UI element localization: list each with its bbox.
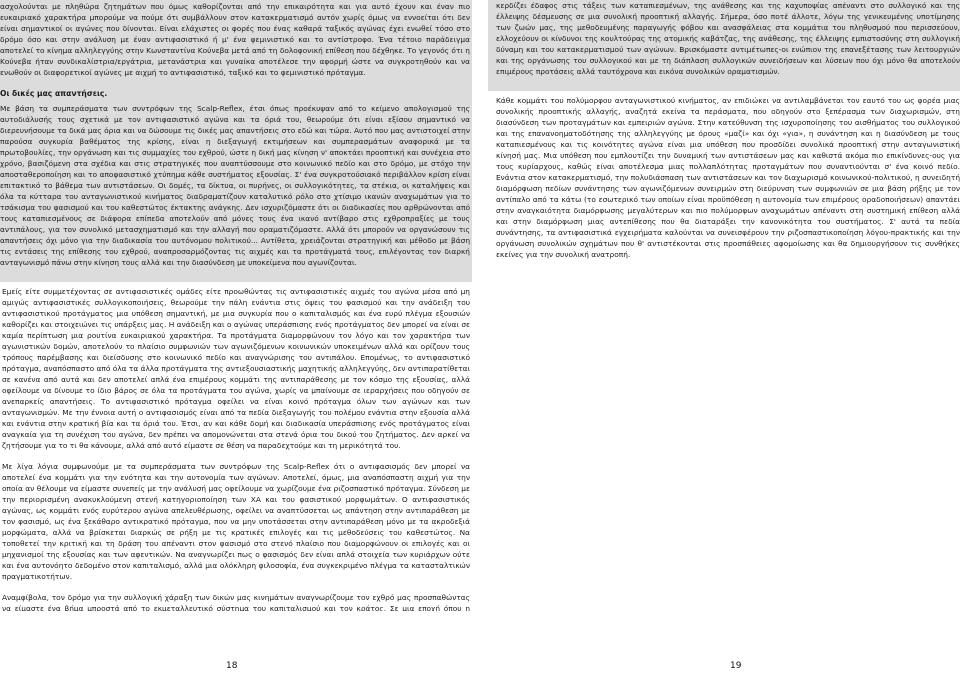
right-shaded-section [488,0,960,91]
left-body-paragraph-1: Εμείς είτε συμμετέχοντας σε αντιφασιστικές ομάδες είτε προωθώντας τις αντιφασιστικές αιχμές του αγώνα μέσα από μη αμιγώς αντιφασιστικές συλλογικοποιήσεις, θεωρούμε την πάλη ενάντια στις όψεις του φασισμού και την ανάδειξη του αντιφασιστικού προτάγματος μια υπόθεση σημαντική, με μια συγκυρία που ο καπιταλισμός και ένα ευρύ πλέγμα εξουσιών καθορίζει και στοιχειώνει τις υπάρξεις μας. Η ανάδειξη και ο αγώνας υπεράσπισης ενός προτάγματος δεν μπορεί να είναι σε καμία περίπτωση μια ρουτίνα ευκαιριακού χαρακτήρα. Τα προτάγματα διαμορφώνουν τον λόγο και τον χαρακτήρα των αγωνιστικών δομών, αποτελούν το πλαίσιο συμφωνιών των αγωνιζόμενων κοινωνικών υποκειμένων αλλά και ορίζουν τους τρόπους παρέμβασης και διείσδυσης στο κοινωνικό πεδίο και αναγνώρισης του αντιπάλου. Επομένως, το αντιφασιστικό πρόταγμα, αναπόσπαστο από όλα τα άλλα προτάγματα της αντιεξουσιαστικής μαχητικής αλληλεγγύης, δεν αντιπαρατίθεται σε κανένα από αυτά και δεν αποτελεί απλά ένα επιμέρους κομμάτι της αντιπαράθεσης με τον κόσμο της εξουσίας, αλλά οφείλουμε να δίνουμε το ίδιο βάρος σε όλα τα προτάγματα του αγώνα, χωρίς να μπαίνουμε σε ιεραρχήσεις που οδηγούν σε ανεπαρκείς απαντήσεις. Το αντιφασιστικό πρόταγμα οφείλει να είναι κοινό πρόταγμα όλων των αγώνων και των ανταγωνισμών. Με την έννοια αυτή ο αντιφασισμός είναι από τα πεδία διεξαγωγής του πολέμου ενάντια στην εξουσία αλλά και ενάντια στην κρατική βία και τα όριά του. Έτσι, αν και κάθε δομή και διαδικασία υπεράσπισης ενός προτάγματος είναι αναγκαία για τη συνέχιση του αγώνα, δεν πρέπει να απομονώνεται στα στενά όρια του δικού του ζητήματος. Δεν αρκεί να ζητήσουμε για το τι θα κάνουμε, αλλά από αυτό είμαστε σε θέση να παραδεχτούμε και τη μερικότητά του. [2,287,470,450]
page-number-left: 18 [226,661,238,671]
section-heading: Οι δικές μας απαντήσεις. [0,89,108,98]
right-body-section [488,91,960,260]
left-shaded-paragraph-2: Με βάση τα συμπεράσματα των συντρόφων της Scalp-Reflex, έτσι όπως προέκυψαν από το κείμενο απολογισμού της αυτοδιάλυσής τους σχετικά με τον αντιφασιστικό αγώνα και τα όριά του, θεωρούμε ότι είναι εξίσου σημαντικό να διερευνήσουμε τα δικά μας όρια και να δώσουμε τις δικές μας απαντήσεις στο εδώ και τώρα. Αυτό που μας αντιστοιχεί στην παρούσα συγκυρία βαθέματος της κρίσης, είναι η διεξαγωγή εκτιμήσεων και συμπερασμάτων αναφορικά με τα πρωτοβουλίες, την οργάνωση και τις συμμαχίες του εχθρού, ώστε η δική μας κίνηση ν' αποκτάει προοπτική και συνέχεια στο χρόνο, βασιζόμενη στα σχέδια και στις στρατηγικές που αναπτύσσουμε στο κοινωνικό πεδίο και στο δρόμο, με στόχο την αποσταθεροποίηση και το αποφασιστικό χτύπημα κάθε συστήματος εξουσίας. Σ' ένα συγκροτούσιακό περιβάλλον κρίση είναι επιτακτικό το βάθεμα των αντιστάσεων. Οι δομές, τα δίκτυα, οι πυρήνες, οι συλλογικότητες, τα στέκια, οι καταλήψεις και όλα τα κύτταρα του ανταγωνιστικού κινήματος διαδραματίζουν καταλυτικό ρόλο στο χτίσιμο ικανών αναχωμάτων για το τσάκισμα του φασισμού και του καθεστώτος έκτακτης ανάγκης. Δεν ισχυριζόμαστε ότι οι διαδικασίες που αρθρώνονται από τους καταπιεσμένους σε διάφορα επίπεδα αποτελούν από μόνες τους ένα ικανό αντίβαρο στις εχθροπραξίες με τους αντιπάλους, για τον συνολικό μετασχηματισμό και την αλλαγή που οραματιζόμαστε. Αλλά ότι μπορούν να οργανώσουν τις απαντήσεις όχι μόνο για την διαδικασία του αυτόνομου πολιτικού... Αντίθετα, χρειάζονται στρατηγική και μέθοδο με βάση τις εντάσεις της επίθεσης του εχθρού, αναπροσαρμόζοντας τις αιχμές και τα προτάγματά τους, επιλέγοντας τον διαρκή ανταγωνισμό πάνω στην κίνηση τους αλλά και την διασύνδεση με υποκείμενα που αγωνίζονται. [0,104,470,267]
right-body-paragraph-1: Κάθε κομμάτι του πολύμορφου ανταγωνιστικού κινήματος, αν επιδιώκει να αντιλαμβάνεται τον εαυτό του ως φορέα μιας συνολικής προοπτικής αλλαγής, αναζητά εκείνα τα περάσματα, που οδηγούν στο ξεπέρασμα των διαχωρισμών, στη διασύνδεση των προταγμάτων και εμπειριών αγώνα. Στην κατεύθυνση της ισχυροποίησης του αισθήματος του συλλογικού και της επανανοηματοδότησης της αλληλεγγύης με όρους «μαζί» και όχι «για», η συνάντηση και η διασύνδεση με τους καταπιεσμένους και τις κοινότητες αγώνα είναι μια υπόθεση που προσδίδει συνολικά προοπτική στην ανταγωνιστική κίνησή μας. Μια υπόθεση που εμπλουτίζει την δυναμική των αντιστάσεων μας και καθιστά ακόμα πιο επικίνδυνες-ους για τους κυρίαρχους, καθώς είναι αποτέλεσμα μιας πολλαπλότητας προταγμάτων που συναντιούνται σ' ένα κοινό πεδίο. Ενάντια στον κατακερματισμό, την πολυδιάσπαση των αντιστάσεων και τον διαχωρισμό κοινωνικού-πολιτικού, η συνειδητή διαμόρφωση πεδίων συνάντησης των αγωνιζόμενων συνειρμών στη διεύρυνση των συμφωνιών σε μια βάση ρήξης με τον αντίπαλο από τα κάτω (το εσωτερικό των οποίων είναι προϋπόθεση η αυτονομία των επιμέρους οραδοποιήσεων) απαντάει στην αναγκαιότητα διαμόρφωσης μεγαλύτερων και πιο πολύμορφων αναχωμάτων απέναντι στη συστημική επίθεση αλλά και στην διαμόρφωση μιας αντεπίθεσης που θα διαταράξει την κανονικότητα του συστήματος. Σ' αυτά τα πεδία συνάντησης, τα αντιφασιστικά εγχειρήματα καλούνται να συνεισφέρουν την ριζοσπαστικοποίηση λόγου-πρακτικής και την οργάνωση συνολικών σχημάτων που θ' αντιστέκονται στις προσπάθειες αφομοίωσης και θα δημιουργήσουν τις συνθήκες εκείνες για την συνολική ανατροπή. [496,96,960,259]
left-body-paragraph-3: Αναμφίβολα, τον δρόμο για την συλλογική χάραξη των δικών μας κινημάτων αναγνωρίζουμε τον εχθρό μας προσπαθώντας να είμαστε ένα βήμα μπροστά από το εκμεταλλευτικό σύστημα του καπιταλισμού και τον κράτος. Σε μια εποχή όπου η [2,593,470,611]
left-shaded-paragraph-1: ασχολούνται με πληθώρα ζητημάτων που όμως καθορίζονται από την επικαιρότητα και για αυτό έχουν και έναν πιο ευκαιριακό χαρακτήρα μπορούμε να πούμε ότι συμβάλλουν στον κατακερματισμό αυτόν χωρίς όμως να εννοείται ότι δεν είναι σημαντικοί οι αγώνες που δίνονται. Είναι ελάχιστες οι φορές που ένας καθαρά ταξικός αγώνας έχει ενωθεί τόσο στο δρόμο όσο και στην ανάλυση με έναν αντιφασιστικό ή μ' ένα φεμινιστικό και το αντίστροφο. Ένα τέτοιο παράδειγμα αποτελεί το κίνημα αλληλεγγύης στην Κωνσταντίνα Κούνεβα μετά από τη δολοφονική επίθεση που δέχθηκε. Το γεγονός ότι η Κούνεβα ήταν συνδικαλίστρια/εργάτρια, μετανάστρια και γυναίκα αποτέλεσε την αφορμή ώστε να συγκροτηθούν και να ενωθούν οι διαφορετικοί αγώνες με αιχμή το αντιφασιστικό, ταξικό και το φεμινιστικό πρόταγμα. [0,2,470,77]
right-shaded-paragraph-1: κερδίζει έδαφος στις τάξεις των καταπιεσμένων, της ανάθεσης και της καχυποψίας απέναντι στο συλλογικό και της έλλειψης δέσμευσης σε μια συνολική προοπτική αλλαγής. Σήμερα, όσο ποτέ άλλοτε, λόγω της γενικευμένης υποτίμησης των ζωών μας, της μεθοδευμένης παραγωγής φόβου και ανασφάλειας στα κομμάτια του πληθυσμού που περισσεύουν, ελλοχεύουν οι κίνδυνοι της κουλτούρας της ατομικής καβάτζας, της ανάθεσης, της έλλειψης εμπιστοσύνης στη συλλογική δύναμη και του κατακερματισμού των αγώνων. Βρισκόμαστε αντιμέτωπες-οι ενώπιον της επανεξέτασης των λειτουργιών και της οργάνωσης του συλλογικού και με τη διάπλαση συλλογικών συνειδήσεων και λύσεων που όχι μόνο θα αποτελούν επιμέρους προτάσεις αλλά ταυτόχρονα και εικόνα συνολικών οραματισμών. [496,1,960,76]
left-page [0,0,472,681]
left-body-paragraph-2: Με λίγα λόγια συμφωνούμε με τα συμπεράσματα των συντρόφων της Scalp-Reflex ότι ο αντιφασισμός δεν μπορεί να αποτελεί ένα κομμάτι για την ενότητα και την αυτονομία των αγώνων. Αποτελεί, όμως, μια αναπόσπαστη αιχμή για την οποία αν θέλουμε να είμαστε συνεπείς με την ανάλυσή μας οφείλουμε να χωρίζουμε ένα ριζοσπαστικό πρόταγμα. Σύνδεση με την περιορισμένη ανακυκλούμενη στενή κατηγοριοποίηση των ΧΑ και του φασιστικού μορφωμάτων. Ο αντιφασιστικός αγώνας, ως κομμάτι ενός ευρύτερου αγώνα απελευθέρωσης, οφείλει να αναπτύσσεται ως απάντηση στην αντιπαράθεση με τον φασισμό, ως ένα ξεκάθαρο αντικρατικό πρόταγμα, που να μην υποτάσσεται στην αντιπαράθεση μόνο με τα ακροδεξιά μορφώματα, αλλά να βρίσκεται διαρκώς σε ρήξη με τις κρατικές επιλογές και τις μεθοδεύσεις του καθεστώτος. Να τοποθετεί την κριτική και τη δράση του απέναντι στον φασισμό στο στενό πλαίσιο που διαμορφώνουν οι επιλογές και οι μηχανισμοί της εξουσίας και των αφεντικών. Να αναγνωρίζει πως ο φασισμός δεν είναι απλά στοιχεία των κυριάρχων ούτε και ένα αυτονόητο δεδομένο στον καπιταλισμό, αλλά μια ολόκληρη φιλοσοφία, ένα συγκεκριμένο πλέγμα τα κατασταλτικών πραγματικοτήτων. [2,462,470,581]
right-page [488,0,960,681]
left-body-section [0,282,472,611]
left-shaded-section [0,0,472,282]
page-number-right: 19 [730,661,742,671]
